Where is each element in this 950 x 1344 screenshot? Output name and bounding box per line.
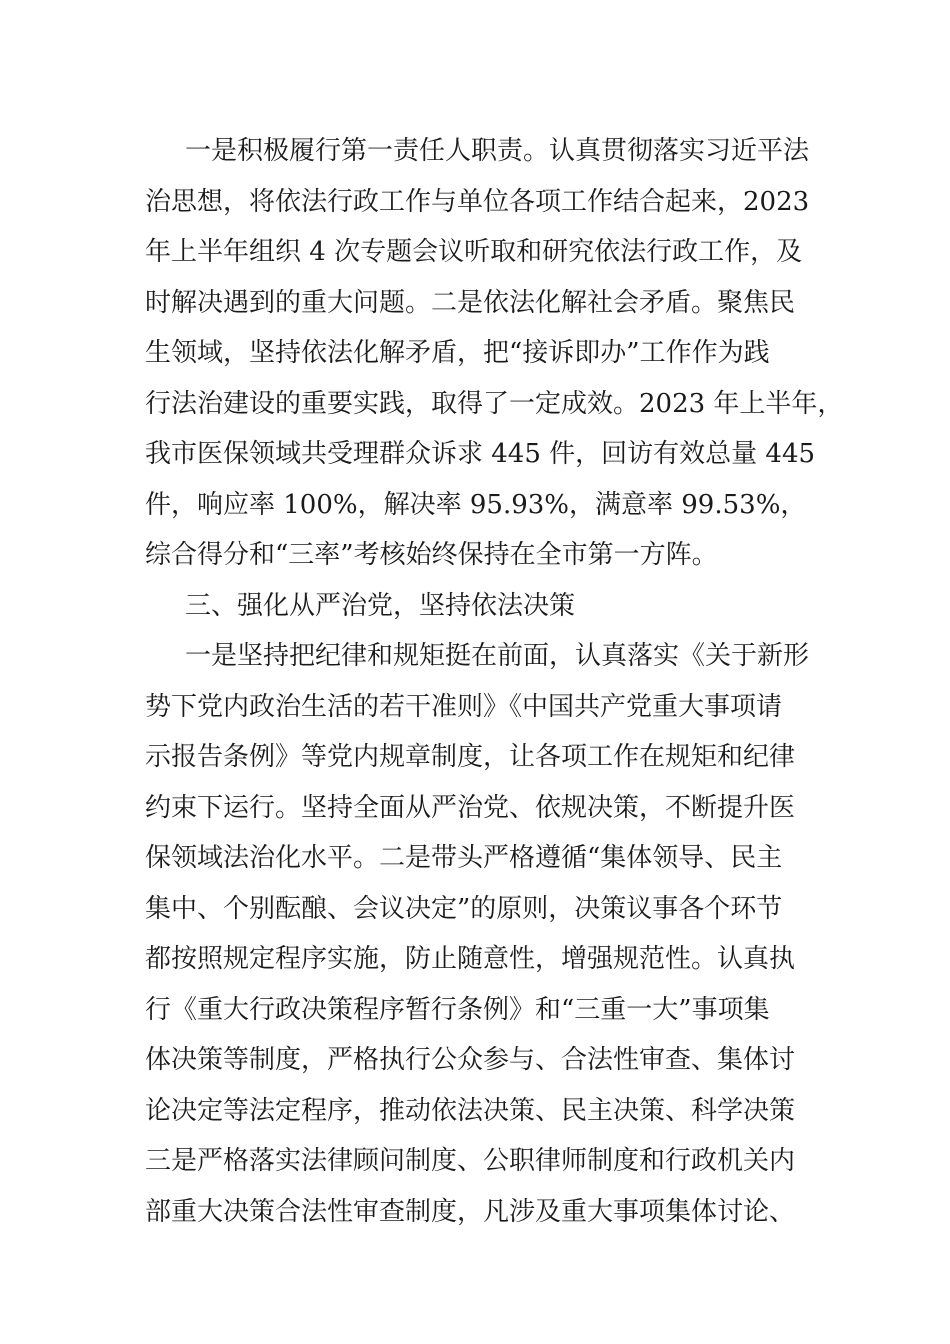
text-line: 生领域，坚持依法化解矛盾，把“接诉即办”工作作为践 (145, 338, 770, 368)
text-line: 论决定等法定程序，推动依法决策、民主决策、科学决策 (145, 1095, 796, 1126)
text-line: 我市医保领域共受理群众诉求 445 件，回访有效总量 445 (145, 439, 816, 469)
text-line: 集中、个别酝酿、会议决定”的原则，决策议事各个环节 (145, 893, 783, 924)
text-line: 部重大决策合法性审查制度，凡涉及重大事项集体讨论、 (145, 1196, 796, 1227)
text-line: 综合得分和“三率”考核始终保持在全市第一方阵。 (145, 540, 718, 570)
text-line: 一是积极履行第一责任人职责。认真贯彻落实习近平法 (185, 136, 810, 166)
section-heading: 三、强化从严治党，坚持依法决策 (185, 590, 576, 621)
text-line: 治思想，将依法行政工作与单位各项工作结合起来，2023 (145, 186, 810, 217)
text-line: 时解决遇到的重大问题。二是依法化解社会矛盾。聚焦民 (145, 287, 796, 318)
text-line: 件，响应率 100%，解决率 95.93%，满意率 99.53%， (145, 489, 807, 520)
text-line: 保领域法治化水平。二是带头严格遵循“集体领导、民主 (145, 843, 783, 873)
text-line: 三是严格落实法律顾问制度、公职律师制度和行政机关内 (145, 1146, 796, 1176)
text-line: 体决策等制度，严格执行公众参与、合法性审查、集体讨 (145, 1045, 796, 1075)
text-line: 行法治建设的重要实践，取得了一定成效。2023 年上半年， (145, 388, 844, 419)
text-line: 年上半年组织 4 次专题会议听取和研究依法行政工作，及 (145, 237, 803, 267)
text-line: 势下党内政治生活的若干准则》《中国共产党重大事项请 (145, 691, 783, 722)
text-line: 一是坚持把纪律和规矩挺在前面，认真落实《关于新形 (185, 641, 810, 671)
text-line: 示报告条例》等党内规章制度，让各项工作在规矩和纪律 (145, 742, 796, 772)
text-line: 行《重大行政决策程序暂行条例》和“三重一大”事项集 (145, 994, 770, 1025)
text-line: 约束下运行。坚持全面从严治党、依规决策，不断提升医 (145, 792, 796, 823)
text-line: 都按照规定程序实施，防止随意性，增强规范性。认真执 (145, 944, 796, 974)
document-body (145, 126, 844, 1237)
